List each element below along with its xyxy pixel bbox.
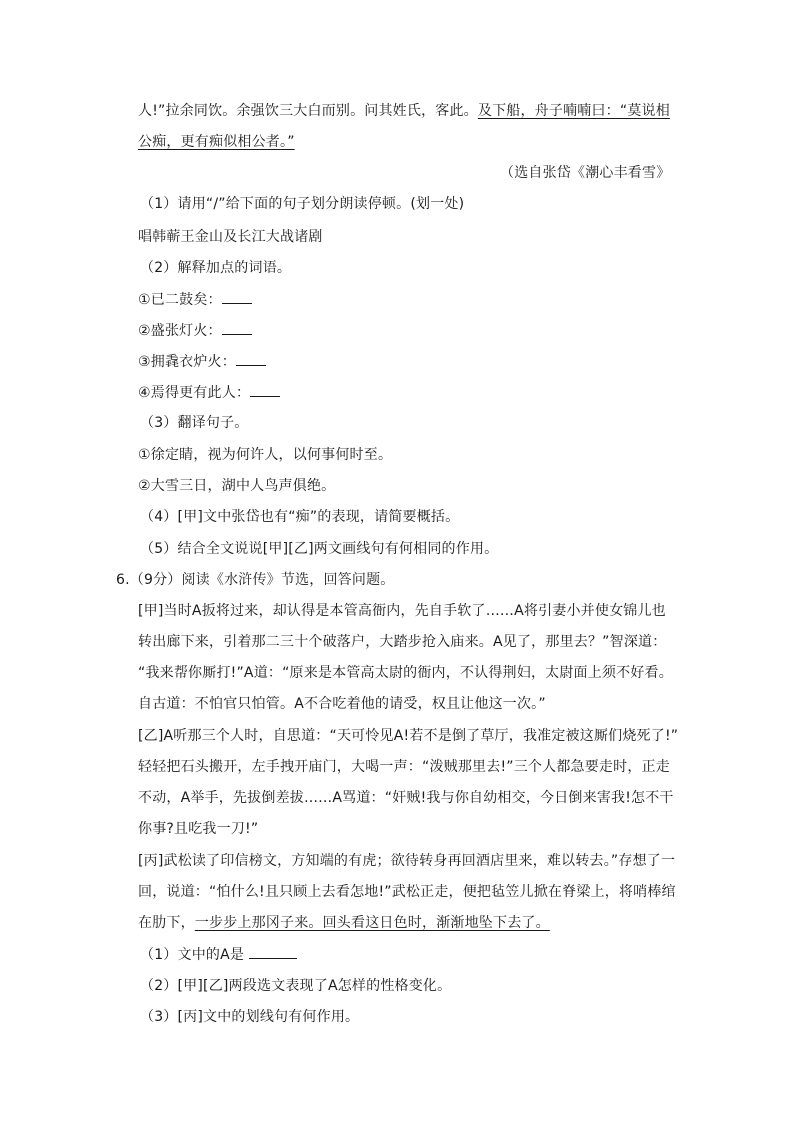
q6-bing-line-2: 回，说道：“怕什么!且只顾上去看怎地!”武松正走，便把毡笠儿掀在脊梁上，将哨棒绾	[138, 884, 676, 900]
q6-bing-line-1: [丙]武松读了印信榜文，方知端的有虎；欲待转身再回酒店里来，难以转去。”存想了一	[138, 853, 676, 869]
q6-jia-line-1: [甲]当时A扳将过来，却认得是本管高衙内，先自手软了……A将引妻小并使女锦儿也	[138, 603, 666, 619]
answer-blank[interactable]	[249, 944, 297, 959]
q6-yi-line-1: [乙]A听那三个人时，自思道：“天可怜见A!若不是倒了草厅，我准定被这厮们烧死了!”	[138, 728, 679, 744]
q6-sub2: （2）[甲][乙]两段选文表现了A怎样的性格变化。	[140, 978, 452, 994]
q6-jia-line-2: 转出廊下来，引着那二三十个破落户，大踏步抢入庙来。A见了，那里去？”智深道：	[138, 634, 667, 650]
q5-sub3-item-1: ①徐定睛，视为何许人，以何事何时至。	[138, 447, 393, 463]
q6-yi-line-2: 轻轻把石头搬开，左手拽开庙门，大喝一声：“泼贼那里去!”三个人都急要走时，正走	[138, 759, 670, 775]
underlined-sentence: 公痴，更有痴似相公者。”	[138, 134, 295, 150]
q5-sub1: （1）请用“/”给下面的句子划分朗读停顿。(划一处)	[140, 196, 465, 212]
q5-sub3: （3）翻译句子。	[140, 415, 249, 431]
underlined-sentence: 及下船，舟子喃喃曰：“莫说相	[477, 103, 670, 119]
q5-sub1-sentence: 唱韩蕲王金山及长江大战诸剧	[138, 229, 323, 245]
q5-sub2-item-3: ③拥毳衣炉火：	[138, 351, 266, 372]
q5-sub4: （4）[甲]文中张岱也有“痴”的表现，请简要概括。	[140, 509, 460, 525]
q6-jia-line-4: 自古道：不怕官只怕管。A不合吃着他的请受，权且让他这一次。”	[138, 696, 546, 712]
passage-line-1	[138, 101, 670, 121]
passage-source: （选自张岱《潮心丰看雪》	[500, 165, 671, 181]
q6-bing-line-3: 在肋下，一步步上那冈子来。回头看这日色时，渐渐地坠下去了。	[138, 915, 550, 931]
answer-blank[interactable]	[222, 320, 252, 335]
answer-blank[interactable]	[250, 382, 280, 397]
q6-sub1: （1）文中的A是	[140, 944, 297, 965]
passage-line-2	[138, 132, 295, 152]
q5-sub5: （5）结合全文说说[甲][乙]两文画线句有何相同的作用。	[140, 541, 499, 557]
q5-sub2: （2）解释加点的词语。	[140, 260, 292, 276]
passage-text: 人!”拉余同饮。余强饮三大白而别。问其姓氏，客此。	[138, 103, 478, 119]
q6-yi-line-3: 不动，A举手，先拔倒差拔……A骂道：“奸贼!我与你自幼相交，今日倒来害我!怎不干	[138, 790, 674, 806]
underlined-sentence: 一步步上那冈子来。回头看这日色时，渐渐地坠下去了。	[194, 915, 550, 931]
q6-jia-line-3: “我来帮你厮打!”A道：“原来是本管高太尉的衙内，不认得荆妇，太尉面上须不好看。	[138, 665, 673, 681]
q6-heading: 6.（9分）阅读《水浒传》节选，回答问题。	[116, 572, 395, 588]
answer-blank[interactable]	[236, 351, 266, 366]
q6-yi-line-4: 你事?且吃我一刀!”	[138, 821, 259, 837]
q6-sub3: （3）[丙]文中的划线句有何作用。	[140, 1009, 360, 1025]
q5-sub2-item-2: ②盛张灯火：	[138, 320, 252, 341]
q5-sub3-item-2: ②大雪三日，湖中人鸟声俱绝。	[138, 478, 336, 494]
q5-sub2-item-4: ④焉得更有此人：	[138, 382, 280, 403]
answer-blank[interactable]	[222, 289, 252, 304]
q5-sub2-item-1: ①已二鼓矣：	[138, 289, 252, 310]
